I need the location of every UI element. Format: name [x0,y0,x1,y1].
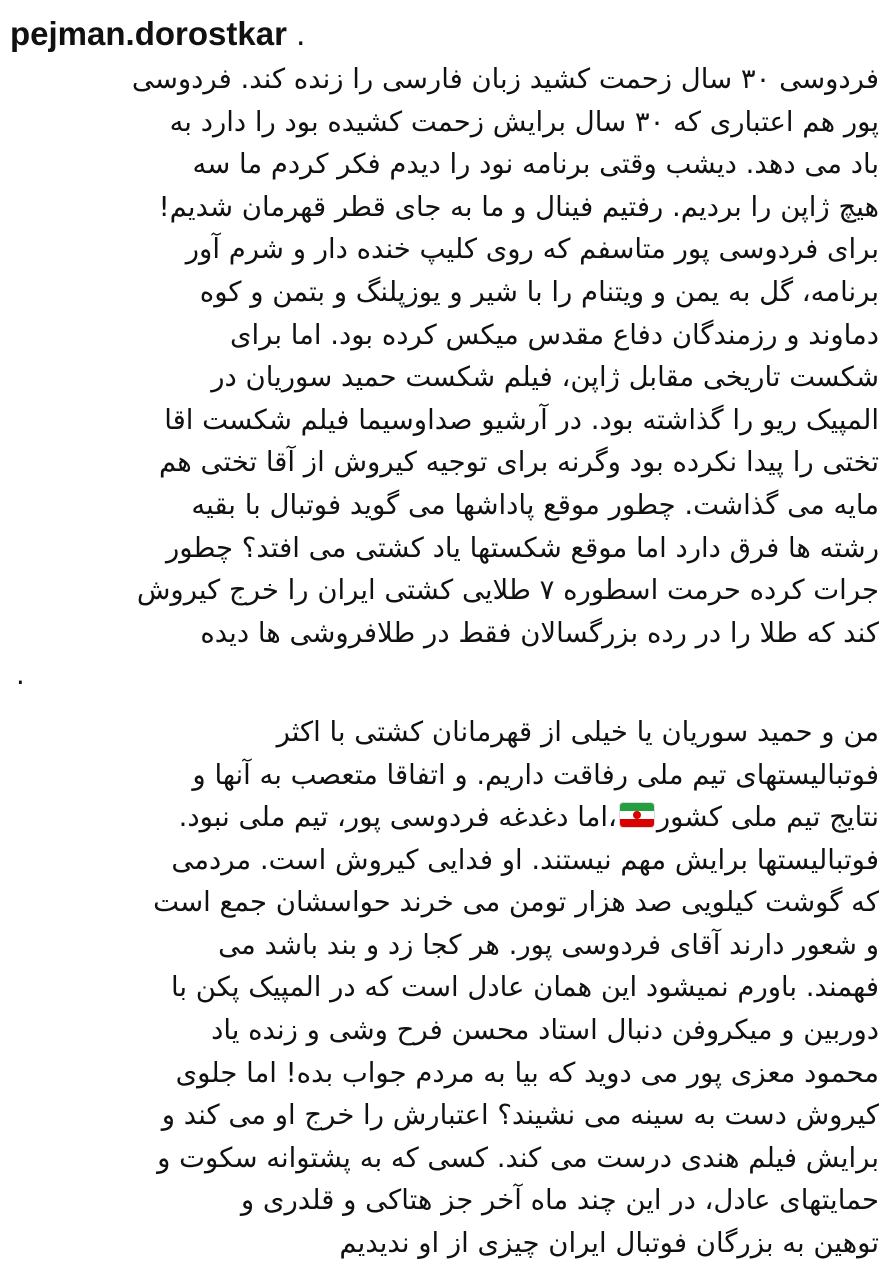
caption-line: مایه می گذاشت. چطور موقع پاداشها می گوید فوتبال با بقیه [191,488,879,521]
post-caption [10,58,879,1265]
caption-line: فردوسی ۳۰ سال زحمت کشید زبان فارسی را زنده کند. فردوسی [131,63,879,95]
caption-line: که گوشت کیلویی صد هزار تومن می خرند حواسشان جمع است [153,886,879,919]
caption-line: فهمند. باورم نمیشود این همان عادل است که در المپیک پکن با [170,971,879,1004]
flag-red-band [620,819,654,827]
caption-paragraph-2-start [10,711,879,796]
caption-line: جرات کرده حرمت اسطوره ۷ طلایی کشتی ایران را خرج کیروش [136,574,879,607]
caption-line: هیچ ژاپن را بردیم. رفتیم فینال و ما به جای قطر قهرمان شدیم! [158,190,879,223]
caption-line: شکست تاریخی مقابل ژاپن، فیلم شکست حمید سوریان در [211,361,879,394]
caption-line: کیروش دست به سینه می نشیند؟ اعتبارش را خرج او می کند و [161,1099,879,1132]
caption-line: محمود معزی پور می دوید که بیا به مردم جواب بده! اما جلوی [175,1056,879,1089]
caption-line: باد می دهد. دیشب وقتی برنامه نود را دیدم فکر کردم ما سه [192,148,879,181]
caption-line: دماوند و رزمندگان دفاع مقدس میکس کرده بود. اما برای [230,318,879,351]
caption-line: برایش فیلم هندی درست می کند. کسی که به پشتوانه سکوت و [157,1141,879,1174]
username-suffix: . [286,15,306,52]
caption-line: حمایتهای عادل، در این چند ماه آخر جز هتاکی و قلدری و [240,1184,879,1217]
flag-green-band [620,803,654,811]
caption-line: المپیک ریو را گذاشته بود. در آرشیو صداوسیما فیلم شکست اقا [164,403,879,436]
caption-line: برای فردوسی پور متاسفم که روی کلیپ خنده دار و شرم آور [185,233,879,266]
caption-paragraph-2-end [10,839,879,1265]
caption-paragraph-1 [10,58,879,654]
caption-line: من و حمید سوریان یا خیلی از قهرمانان کشتی با اکثر [276,715,879,748]
flag-line-text-after: ،اما دغدغه فردوسی پور، تیم ملی نبود. [178,801,617,834]
caption-line: برنامه، گل به یمن و ویتنام را با شیر و یوزپلنگ و بتمن و کوه [199,275,879,308]
username-link[interactable]: pejman.dorostkar [10,15,287,52]
flag-emblem [633,811,641,819]
caption-line: توهین به بزرگان فوتبال ایران چیزی از او ندیدیم [339,1227,879,1260]
caption-line: فوتبالیستهای تیم ملی رفاقت داریم. و اتفاقا متعصب به آنها و [192,758,879,791]
caption-line: فوتبالیستها برایش مهم نیستند. او فدایی کیروش است. مردمی [171,843,879,876]
caption-line: کند که طلا را در رده بزرگسالان فقط در طلافروشی ها دیده [200,616,879,649]
paragraph-gap [10,697,879,711]
flag-line-text-before: نتایج تیم ملی کشور [656,801,879,834]
caption-line: تختی را پیدا نکرده بود وگرنه برای توجیه کیروش از آقا تختی هم [158,446,879,479]
caption-line: دوربین و میکروفن دنبال استاد محسن فرح وشی و زنده یاد [211,1014,879,1047]
caption-line: پور هم اعتباری که ۳۰ سال برایش زحمت کشیده بود را دارد به [169,105,879,138]
caption-line-with-flag [10,796,879,839]
iran-flag-icon [620,803,654,827]
post-header [10,0,879,52]
caption-line: و شعور دارند آقای فردوسی پور. هر کجا زد و بند باشد می [218,928,879,961]
caption-dot-line: . [16,659,25,692]
caption-line: رشته ها فرق دارد اما موقع شکستها یاد کشتی می افتد؟ چطور [166,531,879,564]
